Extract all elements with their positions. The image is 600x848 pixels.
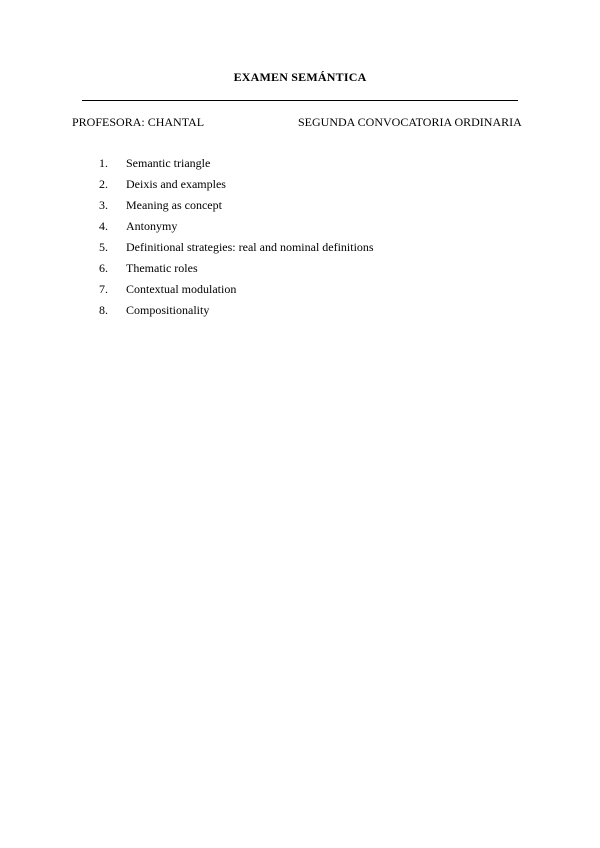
list-item-text: Antonymy: [126, 219, 178, 233]
list-item: [84, 239, 374, 260]
list-item-number: 8.: [99, 303, 108, 317]
list-item-text: Semantic triangle: [126, 156, 211, 170]
list-item: [84, 260, 374, 281]
exam-header: [72, 115, 528, 131]
list-item-number: 4.: [99, 219, 108, 233]
list-item-number: 5.: [99, 240, 108, 254]
list-item: [84, 281, 374, 302]
topic-list: [84, 155, 374, 323]
list-item: [84, 218, 374, 239]
professor-label: PROFESORA: CHANTAL: [72, 115, 205, 129]
list-item: [84, 155, 374, 176]
title-divider: [82, 100, 518, 101]
list-item-text: Deixis and examples: [126, 177, 226, 191]
list-item: [84, 302, 374, 323]
list-item-text: Definitional strategies: real and nominal definitions: [126, 240, 374, 254]
list-item-number: 7.: [99, 282, 108, 296]
list-item: [84, 176, 374, 197]
list-item-number: 3.: [99, 198, 108, 212]
list-item-number: 2.: [99, 177, 108, 191]
list-item: [84, 197, 374, 218]
list-item-text: Compositionality: [126, 303, 210, 317]
list-item-number: 6.: [99, 261, 108, 275]
list-item-text: Thematic roles: [126, 261, 198, 275]
page-title: EXAMEN SEMÁNTICA: [233, 70, 367, 84]
list-item-number: 1.: [99, 156, 108, 170]
list-item-text: Meaning as concept: [126, 198, 222, 212]
session-label: SEGUNDA CONVOCATORIA ORDINARIA: [298, 115, 522, 129]
list-item-text: Contextual modulation: [126, 282, 237, 296]
